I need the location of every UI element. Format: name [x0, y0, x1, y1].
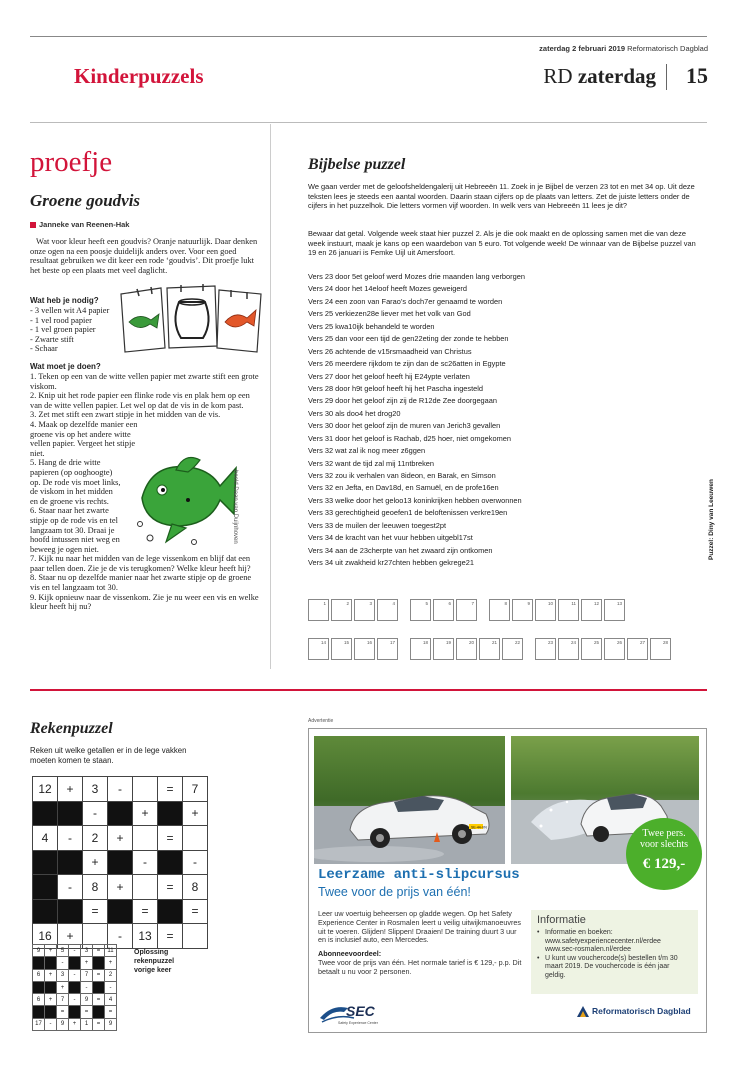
grid-cell: + [108, 875, 133, 900]
grid-cell: 9 [57, 1019, 69, 1031]
grid-block [45, 1006, 57, 1018]
grid-cell: 7 [57, 994, 69, 1006]
answer-cell[interactable] [308, 638, 329, 660]
price-badge [626, 818, 702, 890]
grid-cell: 3 [57, 970, 69, 982]
grid-block [108, 900, 133, 925]
grid-block [33, 900, 58, 925]
issue-date: zaterdag 2 februari 2019 [539, 44, 626, 53]
verse-line: Vers 30 door het geloof zijn de muren van Jerich3 gevallen [308, 421, 501, 431]
step-item: 2. Knip uit het rode papier een flinke rode vis en plak hem op een van de witte vellen papier. Let wel op dat de vis in de kom past. [30, 391, 250, 410]
grid-block [108, 802, 133, 827]
grid-cell: 9 [105, 1019, 117, 1031]
answer-cell[interactable] [489, 599, 510, 621]
verse-line: Vers 27 door het geloof heeft hij E24ypte verlaten [308, 371, 470, 381]
step-item: 4. Maak op dezelfde manier een groene vis op het andere witte vellen papier. Vergeet het stipje niet. [30, 419, 138, 458]
sec-logo-text: SEC [346, 1003, 375, 1019]
answer-cell-number: 27 [639, 640, 645, 645]
grid-block [33, 851, 58, 876]
grid-cell: 3 [81, 945, 93, 957]
step-item: 5. Hang de drie witte papieren (op ooghoogte) op. De rode vis moet links, de viskom in het midden en de groene vis rechts. [30, 458, 121, 506]
rd-logo [577, 1006, 691, 1017]
answer-cell[interactable] [410, 599, 431, 621]
grid-block [93, 982, 105, 994]
author-byline [30, 220, 129, 229]
answer-cell[interactable] [377, 638, 398, 660]
answer-cell[interactable] [604, 599, 625, 621]
grid-cell: 9 [81, 994, 93, 1006]
verse-line: Vers 31 door het geloof is Rachab, d25 hoer, niet omgekomen [308, 433, 511, 443]
verse-line: Vers 32 want de tijd zal mij 11ntbreken [308, 458, 434, 468]
offer-text: Twee voor de prijs van één. Het normale tarief is € 129,- p.p. Dit betaalt u nu voor 2 personen. [318, 957, 522, 976]
grid-cell: + [45, 945, 57, 957]
answer-cell-number: 3 [369, 601, 372, 606]
grid-cell: - [183, 851, 208, 876]
grid-block [33, 957, 45, 969]
grid-cell: 6 [33, 994, 45, 1006]
rd-brand-rd: RD [543, 64, 573, 88]
verse-line: Vers 23 door 5et geloof werd Mozes drie maanden lang verborgen [308, 272, 525, 281]
grid-block [69, 982, 81, 994]
proefje-kicker: proefje [30, 146, 113, 178]
answer-cell-number: 6 [448, 601, 451, 606]
answer-cell-number: 28 [662, 640, 668, 645]
answer-cell[interactable] [433, 599, 454, 621]
paper-red-fish [121, 287, 165, 352]
answer-cell[interactable] [331, 599, 352, 621]
grid-cell: + [58, 777, 83, 802]
answer-cell[interactable] [581, 638, 602, 660]
grid-cell: = [158, 924, 183, 949]
answer-cell[interactable] [650, 638, 671, 660]
grid-cell: + [45, 994, 57, 1006]
dateline [539, 44, 708, 53]
grid-cell: = [83, 900, 108, 925]
answer-grid-row-1 [308, 599, 680, 621]
step-item: 9. Kijk opnieuw naar de vissenkom. Zie je nu weer een vis en welke kleur heeft hij nu? [30, 592, 259, 612]
grid-cell: = [93, 1019, 105, 1031]
grid-cell: = [93, 994, 105, 1006]
grid-cell[interactable] [133, 777, 158, 802]
bible-puzzle-title: Bijbelse puzzel [308, 156, 406, 173]
info-item-voucher: • U kunt uw vouchercode(s) bestellen t/m 30 maart 2019. De vouchercode is één jaar geldig. [537, 955, 692, 981]
grid-cell: = [93, 945, 105, 957]
answer-cell-number: 4 [392, 601, 395, 606]
advert-title: Leerzame anti-slipcursus [318, 867, 520, 883]
grid-cell: = [57, 1006, 69, 1018]
grid-cell: + [57, 982, 69, 994]
grid-block [33, 875, 58, 900]
answer-grid-row-2 [308, 638, 680, 660]
verse-line: Vers 32 en Jefta, en Dav18d, en Samuël, en de profe16en [308, 483, 499, 493]
grid-cell: - [108, 777, 133, 802]
grid-cell: - [133, 851, 158, 876]
grid-block [33, 982, 45, 994]
grid-cell: = [133, 900, 158, 925]
verse-line: Vers 33 gerechtigheid geoefen1 de beloftenissen verkre19en [308, 508, 508, 518]
sec-logo [318, 1000, 388, 1026]
top-rule [30, 36, 707, 37]
grid-cell: + [58, 924, 83, 949]
grid-cell: 7 [183, 777, 208, 802]
grid-cell: 2 [83, 826, 108, 851]
answer-cell[interactable] [410, 638, 431, 660]
rd-logo-text: Reformatorisch Dagblad [592, 1006, 691, 1016]
grid-cell: = [93, 970, 105, 982]
advert-body [318, 910, 523, 977]
answer-cell-number: 9 [527, 601, 530, 606]
answer-cell-number: 25 [593, 640, 599, 645]
step-item: 3. Zet met stift een zwart stipje in het midden van de vis. [30, 410, 221, 420]
offer-heading: Abonneevoordeel: [318, 949, 382, 959]
grid-cell: 3 [83, 777, 108, 802]
grid-cell[interactable] [183, 924, 208, 949]
grid-block [58, 851, 83, 876]
grid-cell: + [81, 957, 93, 969]
answer-cell-number: 10 [547, 601, 553, 606]
grid-block [45, 982, 57, 994]
grid-cell: = [81, 1006, 93, 1018]
answer-cell-number: 15 [343, 640, 349, 645]
answer-cell-number: 17 [389, 640, 395, 645]
grid-cell: - [69, 994, 81, 1006]
section-divider [30, 689, 707, 691]
grid-cell: - [108, 924, 133, 949]
grid-cell: - [69, 945, 81, 957]
badge-text [626, 828, 702, 850]
article-title: Groene goudvis [30, 191, 141, 210]
answer-cell[interactable] [456, 638, 477, 660]
math-puzzle-title: Rekenpuzzel [30, 720, 113, 737]
advert-subtitle: Twee voor de prijs van één! [318, 885, 471, 899]
illustration-credit: beeld Daan van Duijnhoven [232, 470, 238, 544]
answer-cell-number: 21 [491, 640, 497, 645]
answer-cell[interactable] [377, 599, 398, 621]
step-item: 1. Teken op een van de witte vellen papier met zwarte stift een grote viskom. [30, 372, 259, 391]
byline-square-icon [30, 222, 36, 228]
grid-block [33, 1006, 45, 1018]
answer-cell[interactable] [456, 599, 477, 621]
answer-cell[interactable] [433, 638, 454, 660]
answer-cell-number: 26 [616, 640, 622, 645]
grid-block [93, 1006, 105, 1018]
grid-cell: + [45, 970, 57, 982]
answer-cell-number: 20 [468, 640, 474, 645]
answer-cell-number: 19 [445, 640, 451, 645]
grid-cell[interactable] [133, 826, 158, 851]
grid-block [58, 802, 83, 827]
need-item: - 1 vel groen papier [30, 325, 96, 335]
answer-cell-number: 2 [346, 601, 349, 606]
answer-cell[interactable] [354, 599, 375, 621]
grid-cell: 8 [183, 875, 208, 900]
rd-brand-day: zaterdag [577, 64, 656, 88]
verse-line: Vers 30 als doo4 het drog20 [308, 408, 401, 418]
answer-cell[interactable] [558, 638, 579, 660]
grid-cell: 7 [81, 970, 93, 982]
math-puzzle-intro: Reken uit welke getallen er in de lege vakken moeten komen te staan. [30, 746, 187, 765]
answer-cell-number: 14 [320, 640, 326, 645]
step-item: 8. Staar nu op dezelfde manier naar het zwarte stipje op de groene vis en tel langzaam tot 30. [30, 573, 252, 593]
paper-fishbowl [167, 284, 217, 348]
badge-line1: Twee pers. [642, 828, 686, 839]
rd-logo-icon [577, 1006, 589, 1017]
verse-line: Vers 26 meerdere rijkdom te zijn dan de sc26atten in Egypte [308, 359, 506, 369]
answer-cell-number: 23 [547, 640, 553, 645]
paper-name: Reformatorisch Dagblad [627, 44, 708, 53]
grid-cell[interactable] [183, 826, 208, 851]
verse-line: Vers 24 een zoon van Farao’s doch7er genaamd te worden [308, 296, 503, 306]
grid-cell: - [69, 970, 81, 982]
grid-block [69, 957, 81, 969]
answer-cell-number: 7 [471, 601, 474, 606]
grid-cell: + [83, 851, 108, 876]
grid-cell: 5 [57, 945, 69, 957]
grid-cell: - [83, 802, 108, 827]
answer-cell[interactable] [581, 599, 602, 621]
grid-block [158, 851, 183, 876]
grid-block [158, 802, 183, 827]
grid-cell: 17 [33, 1019, 45, 1031]
verse-line: Vers 33 de muilen der leeuwen toegest2pt [308, 520, 447, 530]
badge-price: € 129,- [642, 856, 686, 872]
answer-cell-number: 16 [366, 640, 372, 645]
grid-cell: 12 [33, 777, 58, 802]
section-title: Kinderpuzzels [74, 64, 204, 88]
grid-cell: - [58, 826, 83, 851]
answer-cell-number: 12 [593, 601, 599, 606]
answer-cell[interactable] [354, 638, 375, 660]
grid-cell: + [69, 1019, 81, 1031]
grid-cell: 16 [33, 924, 58, 949]
puzzle-credit: Puzzel: Diny van Leeuwen [708, 479, 715, 560]
verse-list [308, 271, 698, 570]
advert-body-text: Leer uw voertuig beheersen op gladde wegen. Op het Safety Experience Center in Rosmalen leert u veilig uitwijkmanoeuvres uit te voeren. Glijden! Slippen! Draaien! De training duurt 3 uur en is inclusief auto, een Mercedes. [318, 909, 521, 945]
grid-cell: - [81, 982, 93, 994]
badge-line2: voor slechts [639, 839, 689, 850]
grid-block [69, 1006, 81, 1018]
verse-line: Vers 29 door het geloof zijn zij de R12de Zee doorgegaan [308, 396, 498, 406]
info-list [537, 929, 692, 981]
answer-cell[interactable] [558, 599, 579, 621]
answer-cell-number: 11 [571, 601, 576, 606]
grid-cell: 11 [105, 945, 117, 957]
grid-cell: 8 [83, 875, 108, 900]
grid-cell: = [158, 875, 183, 900]
steps-heading: Wat moet je doen? [30, 362, 101, 371]
answer-cell[interactable] [502, 638, 523, 660]
verse-line: Vers 32 zou ik verhalen van 8ideon, en Barak, en Simson [308, 471, 496, 480]
grid-cell: = [183, 900, 208, 925]
answer-cell-number: 22 [514, 640, 520, 645]
car-plate: SE-44-VN [471, 825, 487, 830]
three-papers-illustration [117, 282, 265, 354]
advert-label: Advertentie [308, 718, 334, 724]
advert-photo-car-skid [314, 736, 505, 864]
green-fish-illustration [132, 442, 240, 550]
grid-cell: - [57, 957, 69, 969]
verse-line: Vers 34 de kracht van het vuur hebben uitgebl17st [308, 533, 473, 543]
answer-cell[interactable] [535, 638, 556, 660]
need-item: - 3 vellen wit A4 papier [30, 306, 110, 315]
grid-block [158, 900, 183, 925]
step-item: 6. Staar naar het zwarte stipje op de rode vis en tel langzaam tot 30. Draai je hoofd intussen niet weg en beweeg je ogen niet. [30, 506, 120, 554]
solution-grid [32, 944, 117, 1031]
grid-cell: + [105, 957, 117, 969]
grid-cell: = [158, 826, 183, 851]
verse-line: Vers 25 dan voor een tijd de gen22eting der zonde te hebben [308, 334, 509, 344]
author-name: Janneke van Reenen-Hak [39, 220, 130, 229]
paper-green-fish [217, 290, 261, 352]
page-number: 15 [686, 63, 708, 88]
verse-line: Vers 26 achtende de v15rsmaadheid van Christus [308, 346, 472, 356]
answer-cell[interactable] [308, 599, 329, 621]
grid-block [108, 851, 133, 876]
grid-block [45, 957, 57, 969]
grid-cell: 4 [33, 826, 58, 851]
answer-cell[interactable] [627, 638, 648, 660]
brand-separator [666, 64, 667, 90]
sec-logo-subtext: Safety Experience Center [338, 1021, 378, 1025]
answer-cell[interactable] [512, 599, 533, 621]
info-heading: Informatie [537, 914, 586, 926]
need-item: - Schaar [30, 344, 58, 354]
verse-line: Vers 34 aan de 23cherpte van het zwaard zijn ontkomen [308, 545, 493, 555]
need-item: - 1 vel rood papier [30, 315, 92, 325]
grid-cell: - [105, 982, 117, 994]
answer-cell-number: 13 [616, 601, 622, 606]
step-item: 7. Kijk nu naar het midden van de lege vissenkom en blijf dat een paar tellen doen. Zie je de vis terugkomen? Welke kleur heeft hij? [30, 554, 251, 573]
need-heading: Wat heb je nodig? [30, 296, 99, 305]
grid-cell: 1 [81, 1019, 93, 1031]
grid-block [33, 802, 58, 827]
answer-cell-number: 1 [323, 601, 326, 606]
info-item-booking[interactable]: • Informatie en boeken: www.safetyexperiencecenter.nl/erdee www.sec-rosmalen.nl/erdee [537, 929, 692, 955]
grid-cell: 9 [33, 945, 45, 957]
answer-cell-number: 24 [570, 640, 576, 645]
header-rule [30, 122, 707, 123]
answer-cell-number: 5 [425, 601, 428, 606]
solution-label: Oplossing rekenpuzzel vorige keer [134, 949, 175, 974]
grid-block [93, 957, 105, 969]
answer-cell[interactable] [535, 599, 556, 621]
bible-puzzle-intro: We gaan verder met de geloofsheldengalerij uit Hebreeën 11. Zoek in je Bijbel de verzen 23 tot en met 34 op. Uit deze teksten lees je steeds een aantal woorden. Daarin staan cijfers op de plaats van letters. Zet de juiste letters onder de cijfers in het puzzelhok. Die letters vormen vijf woorden. In welk vers van Hebreeën 11 lees je dit? [308, 182, 695, 210]
grid-cell[interactable] [133, 875, 158, 900]
answer-cell[interactable] [331, 638, 352, 660]
grid-cell: 13 [133, 924, 158, 949]
column-divider [270, 124, 271, 669]
rd-brand [543, 64, 656, 89]
verse-line: Vers 33 welke door het geloo13 koninkrijken hebben overwonnen [308, 495, 522, 505]
grid-cell: - [58, 875, 83, 900]
intro-text: Wat voor kleur heeft een goudvis? Oranje natuurlijk. Daar denken onze ogen na een poosje duidelijk anders over. Voor een goed resultaat gebruiken we dit keer een rode ‘goudvis’. Dit proefje lukt het beste op een plaats met veel daglicht. [30, 237, 258, 275]
grid-cell: + [133, 802, 158, 827]
grid-block [58, 900, 83, 925]
verse-line: Vers 34 uit zwakheid kr27chten hebben gekrege21 [308, 558, 474, 568]
grid-cell: = [105, 1006, 117, 1018]
answer-cell-number: 18 [422, 640, 428, 645]
need-list [30, 306, 120, 354]
grid-cell: + [108, 826, 133, 851]
grid-cell: - [45, 1019, 57, 1031]
verse-line: Vers 25 verkiezen28e liever met het volk van God [308, 309, 471, 319]
verse-line: Vers 25 kwa10ijk behandeld te worden [308, 321, 435, 331]
verse-line: Vers 32 wat zal ik nog meer z6ggen [308, 446, 426, 456]
answer-cell[interactable] [604, 638, 625, 660]
grid-cell: 4 [105, 994, 117, 1006]
info-box [531, 910, 698, 994]
grid-cell: + [183, 802, 208, 827]
verse-line: Vers 24 door het 14eloof heeft Mozes geweigerd [308, 284, 468, 294]
bible-puzzle-intro2: Bewaar dat getal. Volgende week staat hier puzzel 2. Als je die ook maakt en de oplossing samen met die van deze week instuurt, maak je kans op een waardebon van 5 euro. Tot volgende week! De winnaar van de Bijbelse puzzel van 19 en 26 januari is Femke Uijl uit Amersfoort. [308, 229, 696, 257]
answer-cell-number: 8 [504, 601, 507, 606]
grid-cell: 2 [105, 970, 117, 982]
need-item: - Zwarte stift [30, 334, 74, 344]
math-puzzle-grid [32, 776, 208, 949]
verse-line: Vers 28 door h9t geloof heeft hij het Pascha ingesteld [308, 383, 484, 393]
grid-cell: 6 [33, 970, 45, 982]
answer-cell[interactable] [479, 638, 500, 660]
grid-cell: = [158, 777, 183, 802]
